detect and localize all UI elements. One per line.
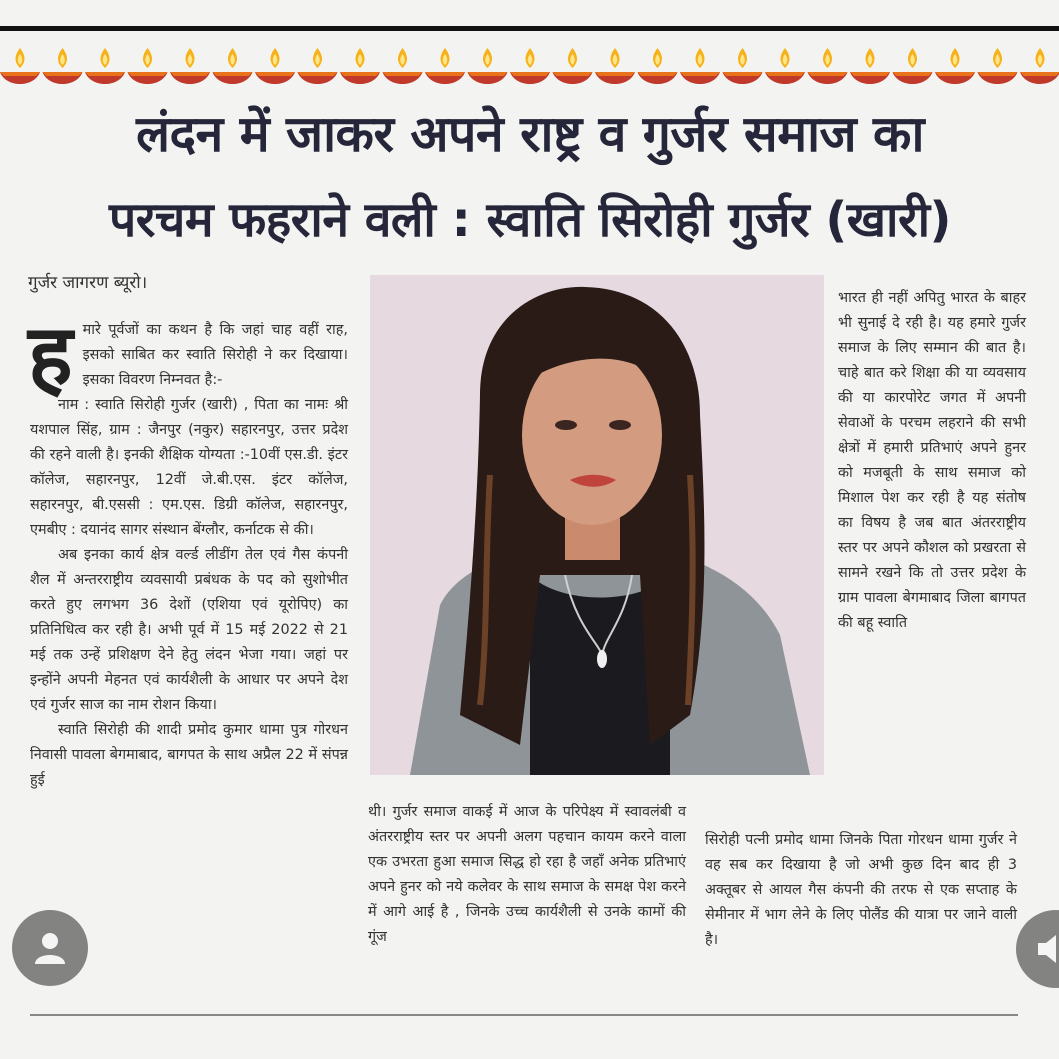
diya-lamp-icon: [510, 48, 550, 84]
bottom-rule: [30, 1014, 1018, 1016]
user-avatar-icon: [30, 928, 70, 968]
portrait-photo: [370, 275, 824, 775]
headline-line-1: लंदन में जाकर अपने राष्ट्र व गुर्जर समाज का: [136, 105, 924, 163]
top-border: [0, 26, 1059, 31]
article-middle-column: [368, 800, 686, 950]
article-left-column: [28, 306, 348, 793]
diya-lamp-icon: [0, 48, 40, 84]
diya-lamp-icon: [383, 48, 423, 84]
paragraph-right: भारत ही नहीं अपितु भारत के बाहर भी सुनाई दे रही है। यह हमारे गुर्जर समाज के लिए सम्मान की बात है। चाहे बात करे शिक्षा की या व्यवसाय की या कारपोरेट जगत में अपनी सेवाओं के परचम लहराने की सभी क्षेत्रों में हमारी प्रतिभाएं अपने हुनर को मजबूती के साथ समाज को मिशाल पेश कर रही है यह संतोष का विषय है जब बात अंतरराष्ट्रीय स्तर पर अपने कौशल को प्रखरता से सामने रखने कि तो उत्तर प्रदेश के ग्राम पावला बेगमाबाद जिला बागपत की बहू स्वाति: [838, 290, 1026, 631]
headline-line-2: परचम फहराने वली : स्वाति सिरोही गुर्जर (खारी): [109, 192, 951, 248]
paragraph-career: अब इनका कार्य क्षेत्र वर्ल्ड लीडींग तेल एवं गैस कंपनी शैल में अन्तरराष्ट्रीय व्यवसायी प्रबंधक के पद को सुशोभीत करते हुए लगभग 36 देशों (एशिया एवं यूरोपिए) का प्रतिनिधित्व कर रही है। अभी पूर्व में 15 मई 2022 से 21 मई तक उन्हें प्रशिक्षण देने हेतु लंदन भेजा गया। जहां पर इन्होंने अपनी मेहनत एवं कार्यशैली के आधार पर अपने देश एवं गुर्जर साज का नाम रोशन किया।: [30, 547, 348, 713]
diya-lamp-icon: [595, 48, 635, 84]
diya-lamp-icon: [978, 48, 1018, 84]
diya-lamp-icon: [638, 48, 678, 84]
byline: गुर्जर जागरण ब्यूरो।: [28, 273, 148, 293]
speaker-icon: [1034, 929, 1059, 969]
diya-lamp-icon: [468, 48, 508, 84]
diya-lamp-icon: [765, 48, 805, 84]
article-right-bottom-column: [705, 828, 1017, 953]
paragraph-intro: मारे पूर्वजों का कथन है कि जहां चाह वहीं राह, इसको साबित कर स्वाति सिरोही ने कर दिखाया। इसका विवरण निम्नवत है:-: [82, 322, 348, 388]
diya-lamp-icon: [893, 48, 933, 84]
diya-lamp-icon: [425, 48, 465, 84]
diya-lamp-border: [0, 40, 1059, 90]
paragraph-middle: थी। गुर्जर समाज वाकई में आज के परिपेक्ष्य में स्वावलंबी व अंतरराष्ट्रीय स्तर पर अपनी अलग पहचान कायम करने वाला एक उभरता हुआ समाज सिद्ध हो रहा है जहाँ अनेक प्रतिभाएं अपने हुनर को नये कलेवर के साथ समाज के समक्ष पेश करने में आगे आई है , जिनके उच्च कार्यशैली से उनके कामों की गूंज: [368, 804, 686, 945]
diya-lamp-icon: [1020, 48, 1059, 84]
paragraph-marriage: स्वाति सिरोही की शादी प्रमोद कुमार धामा पुत्र गोरधन निवासी पावला बेगमाबाद, बागपत के साथ अप्रैल 22 में संपन्न हुई: [30, 722, 348, 788]
drop-cap: ह: [28, 306, 73, 404]
diya-lamp-icon: [340, 48, 380, 84]
diya-lamp-icon: [255, 48, 295, 84]
diya-lamp-icon: [935, 48, 975, 84]
diya-lamp-icon: [808, 48, 848, 84]
user-avatar-button[interactable]: [12, 910, 88, 986]
diya-lamp-icon: [43, 48, 83, 84]
diya-lamp-icon: [553, 48, 593, 84]
paragraph-profile: नाम : स्वाति सिरोही गुर्जर (खारी) , पिता का नामः श्री यशपाल सिंह, ग्राम : जैनपुर (नकुर) सहारनपुर, उत्तर प्रदेश की रहने वाली है। इनकी शैक्षिक योग्यता :-10वीं एस.डी. इंटर कॉलेज, सहारनपुर, 12वीं जे.बी.एस. इंटर कॉलेज, सहारनपुर, बी.एससी : एम.एस. डिग्री कॉलेज, सहारनपुर, एमबीए : दयानंद सागर संस्थान बेंग्लौर, कर्नाटक से की।: [30, 397, 348, 538]
speaker-button[interactable]: [1016, 910, 1059, 988]
diya-lamp-icon: [850, 48, 890, 84]
article-right-column: [838, 286, 1026, 636]
paragraph-right-bottom: सिरोही पत्नी प्रमोद धामा जिनके पिता गोरधन धामा गुर्जर ने वह सब कर दिखाया है जो अभी कुछ दिन बाद ही 3 अक्तूबर से आयल गैस कंपनी की तरफ से एक सप्ताह के सेमीनार में भाग लेने के लिए पोलैंड की यात्रा पर जाने वाली है।: [705, 832, 1017, 948]
diya-lamp-icon: [85, 48, 125, 84]
diya-lamp-icon: [128, 48, 168, 84]
diya-lamp-icon: [298, 48, 338, 84]
diya-lamp-icon: [170, 48, 210, 84]
diya-lamp-icon: [213, 48, 253, 84]
diya-lamp-icon: [680, 48, 720, 84]
diya-lamp-icon: [723, 48, 763, 84]
